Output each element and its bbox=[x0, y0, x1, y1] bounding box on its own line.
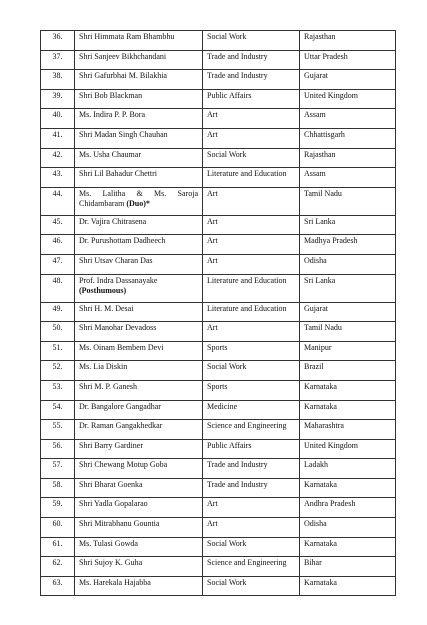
state-cell: Karnataka bbox=[300, 576, 396, 596]
serial-number-cell: 60. bbox=[41, 518, 75, 538]
serial-number-cell: 51. bbox=[41, 341, 75, 361]
field-cell: Literature and Education bbox=[203, 302, 300, 322]
serial-number-cell: 46. bbox=[41, 235, 75, 255]
name-cell: Ms. Indira P. P. Bora bbox=[75, 109, 203, 129]
name-cell: Shri H. M. Desai bbox=[75, 302, 203, 322]
name-cell: Shri Chewang Motup Goba bbox=[75, 459, 203, 479]
name-cell: Shri Sujoy K. Guha bbox=[75, 557, 203, 577]
serial-number-cell: 56. bbox=[41, 439, 75, 459]
name-cell: Shri Manohar Devadoss bbox=[75, 322, 203, 342]
serial-number-cell: 62. bbox=[41, 557, 75, 577]
name-annotation: (Duo)* bbox=[126, 198, 150, 208]
serial-number-cell: 61. bbox=[41, 537, 75, 557]
field-cell: Art bbox=[203, 498, 300, 518]
table-row bbox=[41, 478, 396, 498]
table-row bbox=[41, 302, 396, 322]
serial-number-cell: 58. bbox=[41, 478, 75, 498]
name-cell: Shri Madan Singh Chauhan bbox=[75, 128, 203, 148]
state-cell: Sri Lanka bbox=[300, 215, 396, 235]
name-cell: Shri Gafurbhai M. Bilakhia bbox=[75, 70, 203, 90]
name-cell: Ms. Lia Diskin bbox=[75, 361, 203, 381]
table-row bbox=[41, 537, 396, 557]
name-text: Prof. Indra Dassanayake bbox=[79, 275, 158, 285]
name-cell: Shri Mitrabhanu Gountia bbox=[75, 518, 203, 538]
field-cell: Social Work bbox=[203, 148, 300, 168]
table-row bbox=[41, 148, 396, 168]
state-cell: Gujarat bbox=[300, 302, 396, 322]
field-cell: Trade and Industry bbox=[203, 478, 300, 498]
field-cell: Science and Engineering bbox=[203, 557, 300, 577]
state-cell: Bihar bbox=[300, 557, 396, 577]
table-row bbox=[41, 518, 396, 538]
serial-number-cell: 41. bbox=[41, 128, 75, 148]
table-row bbox=[41, 341, 396, 361]
name-cell: Ms. Harekala Hajabba bbox=[75, 576, 203, 596]
serial-number-cell: 37. bbox=[41, 50, 75, 70]
name-cell: Shri Yadla Gopalarao bbox=[75, 498, 203, 518]
name-cell: Shri Himmata Ram Bhambhu bbox=[75, 31, 203, 51]
table-row bbox=[41, 400, 396, 420]
awardees-table bbox=[40, 30, 396, 596]
table-row bbox=[41, 50, 396, 70]
state-cell: Chhattisgarh bbox=[300, 128, 396, 148]
state-cell: Odisha bbox=[300, 254, 396, 274]
state-cell: Karnataka bbox=[300, 537, 396, 557]
field-cell: Sports bbox=[203, 341, 300, 361]
field-cell: Art bbox=[203, 187, 300, 215]
field-cell: Social Work bbox=[203, 537, 300, 557]
state-cell: Assam bbox=[300, 168, 396, 188]
state-cell: Manipur bbox=[300, 341, 396, 361]
table-row bbox=[41, 109, 396, 129]
name-cell: Dr. Purushottam Dadheech bbox=[75, 235, 203, 255]
state-cell: Sri Lanka bbox=[300, 274, 396, 302]
state-cell: Karnataka bbox=[300, 478, 396, 498]
name-annotation: (Posthumous) bbox=[79, 285, 127, 295]
state-cell: Rajasthan bbox=[300, 148, 396, 168]
name-cell: Shri Bharat Goenka bbox=[75, 478, 203, 498]
field-cell: Social Work bbox=[203, 31, 300, 51]
table-row bbox=[41, 420, 396, 440]
field-cell: Art bbox=[203, 128, 300, 148]
field-cell: Art bbox=[203, 254, 300, 274]
serial-number-cell: 53. bbox=[41, 380, 75, 400]
serial-number-cell: 39. bbox=[41, 89, 75, 109]
serial-number-cell: 45. bbox=[41, 215, 75, 235]
name-cell bbox=[75, 274, 203, 302]
table-row bbox=[41, 322, 396, 342]
table-body bbox=[41, 31, 396, 596]
name-cell: Ms. Tulasi Gowda bbox=[75, 537, 203, 557]
field-cell: Science and Engineering bbox=[203, 420, 300, 440]
field-cell: Social Work bbox=[203, 361, 300, 381]
serial-number-cell: 36. bbox=[41, 31, 75, 51]
serial-number-cell: 44. bbox=[41, 187, 75, 215]
name-cell: Ms. Usha Chaumar bbox=[75, 148, 203, 168]
table-row bbox=[41, 168, 396, 188]
table-row bbox=[41, 576, 396, 596]
name-cell: Shri Lil Bahadur Chettri bbox=[75, 168, 203, 188]
serial-number-cell: 52. bbox=[41, 361, 75, 381]
name-cell: Shri Bob Blackman bbox=[75, 89, 203, 109]
state-cell: Gujarat bbox=[300, 70, 396, 90]
table-row bbox=[41, 459, 396, 479]
state-cell: Karnataka bbox=[300, 380, 396, 400]
state-cell: United Kingdom bbox=[300, 89, 396, 109]
field-cell: Trade and Industry bbox=[203, 459, 300, 479]
state-cell: Andhra Pradesh bbox=[300, 498, 396, 518]
state-cell: Assam bbox=[300, 109, 396, 129]
name-cell: Ms. Oinam Bembem Devi bbox=[75, 341, 203, 361]
state-cell: United Kingdom bbox=[300, 439, 396, 459]
field-cell: Social Work bbox=[203, 576, 300, 596]
name-cell bbox=[75, 187, 203, 215]
state-cell: Odisha bbox=[300, 518, 396, 538]
table-row bbox=[41, 70, 396, 90]
name-cell: Dr. Bangalore Gangadhar bbox=[75, 400, 203, 420]
table-row bbox=[41, 361, 396, 381]
state-cell: Ladakh bbox=[300, 459, 396, 479]
serial-number-cell: 55. bbox=[41, 420, 75, 440]
state-cell: Maharashtra bbox=[300, 420, 396, 440]
serial-number-cell: 48. bbox=[41, 274, 75, 302]
serial-number-cell: 57. bbox=[41, 459, 75, 479]
state-cell: Tamil Nadu bbox=[300, 187, 396, 215]
table-row bbox=[41, 128, 396, 148]
state-cell: Madhya Pradesh bbox=[300, 235, 396, 255]
name-cell: Shri Utsav Charan Das bbox=[75, 254, 203, 274]
serial-number-cell: 43. bbox=[41, 168, 75, 188]
serial-number-cell: 38. bbox=[41, 70, 75, 90]
field-cell: Art bbox=[203, 109, 300, 129]
table-row bbox=[41, 380, 396, 400]
table-row bbox=[41, 254, 396, 274]
state-cell: Brazil bbox=[300, 361, 396, 381]
field-cell: Literature and Education bbox=[203, 168, 300, 188]
field-cell: Trade and Industry bbox=[203, 70, 300, 90]
name-cell: Shri Sanjeev Bikhchandani bbox=[75, 50, 203, 70]
table-row bbox=[41, 187, 396, 215]
field-cell: Trade and Industry bbox=[203, 50, 300, 70]
state-cell: Karnataka bbox=[300, 400, 396, 420]
serial-number-cell: 49. bbox=[41, 302, 75, 322]
serial-number-cell: 42. bbox=[41, 148, 75, 168]
state-cell: Rajasthan bbox=[300, 31, 396, 51]
field-cell: Public Affairs bbox=[203, 89, 300, 109]
state-cell: Tamil Nadu bbox=[300, 322, 396, 342]
table-row bbox=[41, 235, 396, 255]
table-row bbox=[41, 439, 396, 459]
field-cell: Art bbox=[203, 322, 300, 342]
table-row bbox=[41, 274, 396, 302]
serial-number-cell: 47. bbox=[41, 254, 75, 274]
field-cell: Art bbox=[203, 518, 300, 538]
serial-number-cell: 63. bbox=[41, 576, 75, 596]
field-cell: Public Affairs bbox=[203, 439, 300, 459]
table-row bbox=[41, 498, 396, 518]
table-row bbox=[41, 557, 396, 577]
field-cell: Medicine bbox=[203, 400, 300, 420]
name-cell: Dr. Vajira Chitrasena bbox=[75, 215, 203, 235]
field-cell: Art bbox=[203, 215, 300, 235]
serial-number-cell: 59. bbox=[41, 498, 75, 518]
name-cell: Shri M. P. Ganesh bbox=[75, 380, 203, 400]
state-cell: Uttar Pradesh bbox=[300, 50, 396, 70]
table-row bbox=[41, 89, 396, 109]
field-cell: Sports bbox=[203, 380, 300, 400]
name-cell: Dr. Raman Gangakhedkar bbox=[75, 420, 203, 440]
serial-number-cell: 40. bbox=[41, 109, 75, 129]
name-cell: Shri Barry Gardiner bbox=[75, 439, 203, 459]
table-row bbox=[41, 215, 396, 235]
serial-number-cell: 50. bbox=[41, 322, 75, 342]
field-cell: Art bbox=[203, 235, 300, 255]
table-row bbox=[41, 31, 396, 51]
serial-number-cell: 54. bbox=[41, 400, 75, 420]
name-text: Ms. Lalitha & Ms. Saroja Chidambaram bbox=[79, 188, 198, 208]
field-cell: Literature and Education bbox=[203, 274, 300, 302]
